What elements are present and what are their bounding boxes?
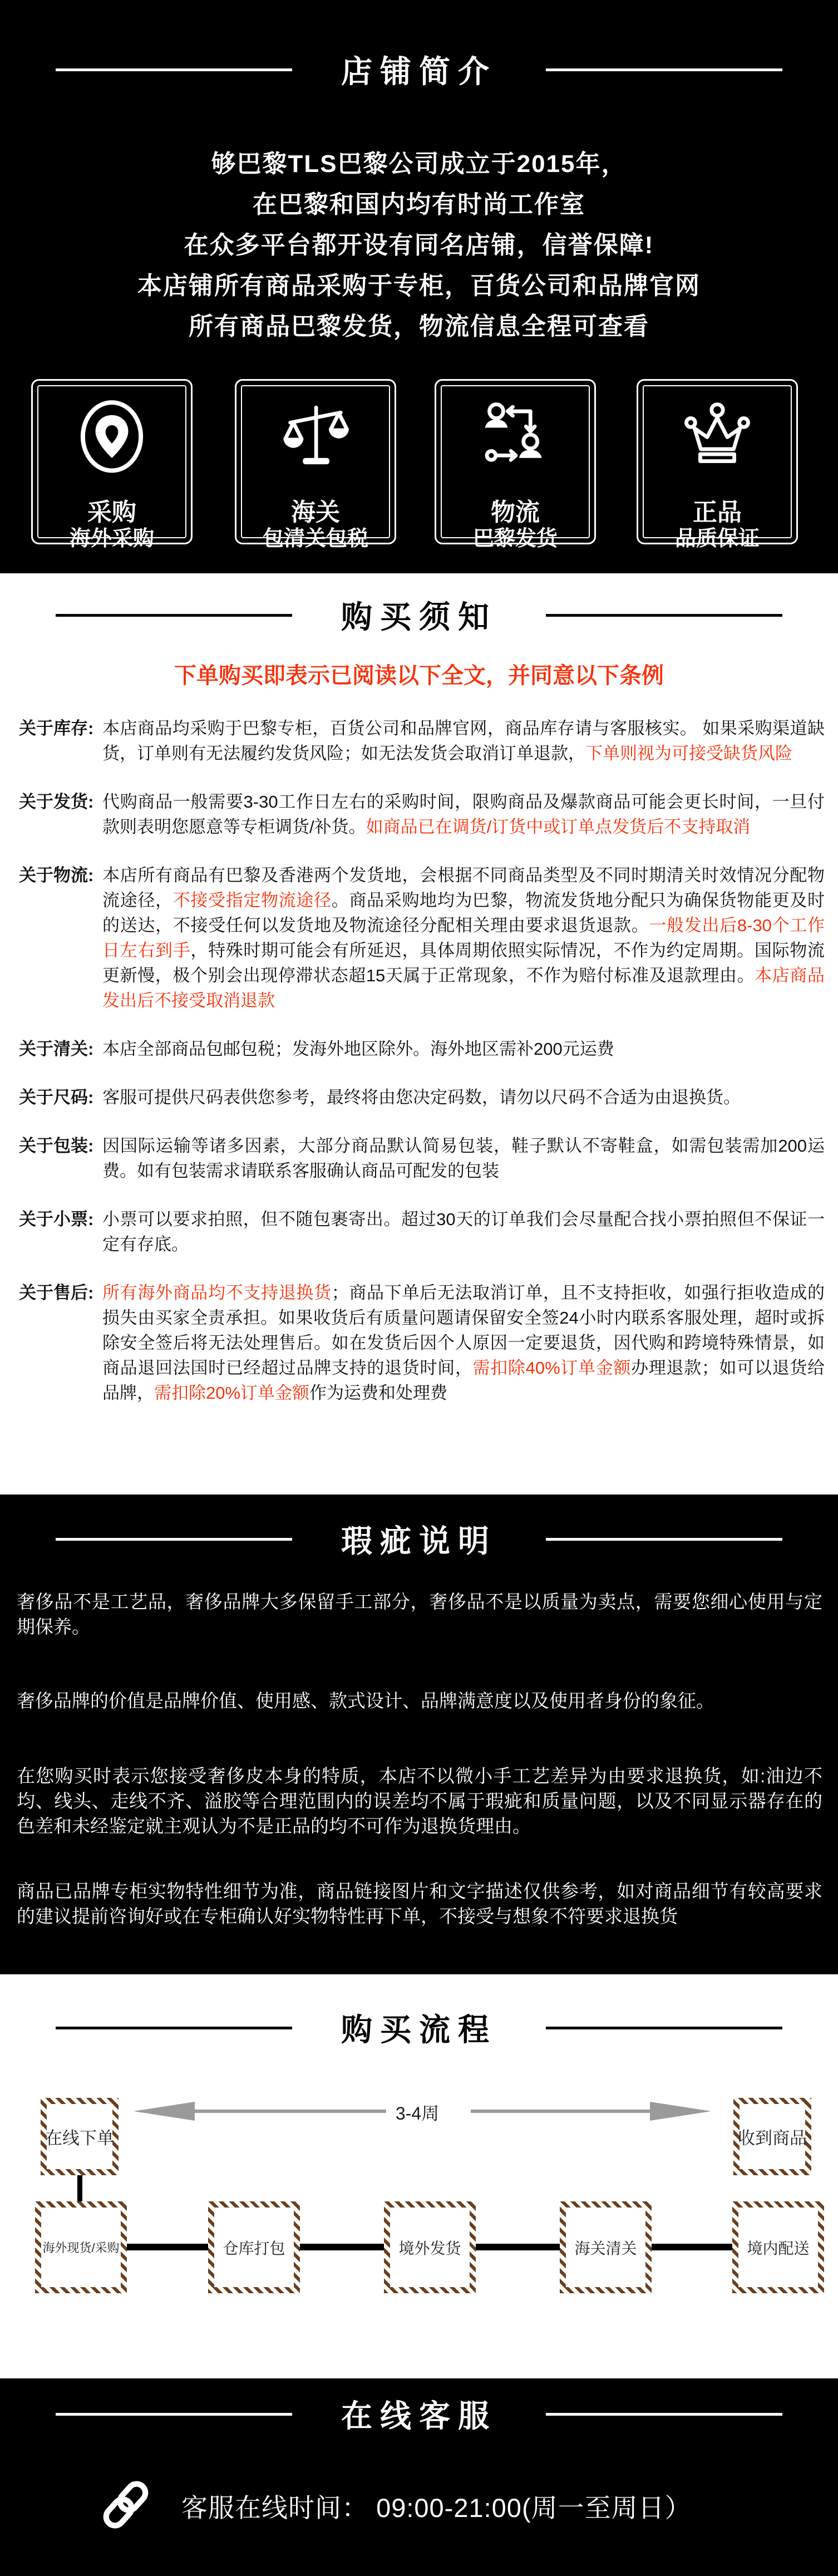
flow-connector-3 xyxy=(476,2244,560,2250)
crown-icon xyxy=(638,397,796,473)
feature-subtitle: 品质保证 xyxy=(674,527,760,550)
feature-subtitle: 海外采购 xyxy=(69,527,154,550)
notice-text-segment: 小票可以要求拍照，但不随包裹寄出。超过30天的订单我们会尽量配合找小票拍照但不保证一定有存底。 xyxy=(102,1210,825,1254)
defect-paragraph: 在您购买时表示您接受奢侈皮本身的特质，本店不以微小手工艺差异为由要求退换货，如:油边不均、线头、走线不齐、溢胶等合理范围内的误差均不属于瑕疵和质量问题，以及不同显示器存在的色差和未经鉴定就主观认为不是正品的均不可作为退换货理由。 xyxy=(17,1766,822,1836)
defect-note-title-row xyxy=(56,1522,782,1559)
notice-item-content xyxy=(102,716,825,766)
flow-step-label: 仓库打包 xyxy=(223,2239,285,2257)
feature-box-物流 xyxy=(435,379,596,550)
duration-arrow-left-icon xyxy=(134,2102,195,2121)
notice-text-segment: 办理退款；如可以退货给品牌， xyxy=(102,1358,825,1403)
flow-connector-1 xyxy=(127,2244,208,2250)
notice-item-content xyxy=(102,789,825,839)
purchase-notice-warning: 下单购买即表示已阅读以下全文，并同意以下条例 xyxy=(174,663,664,688)
customer-service-section xyxy=(0,2378,838,2576)
notice-text-segment: 需扣除20%订单金额 xyxy=(154,1383,310,1403)
store-intro-text xyxy=(0,144,838,347)
notice-item xyxy=(19,1036,825,1061)
notice-text-segment: 所有海外商品均不支持退换货 xyxy=(102,1283,332,1302)
title-rule-right xyxy=(546,614,782,617)
feature-subtitle: 包清关包税 xyxy=(262,527,368,550)
purchase-notice-title-row xyxy=(56,598,782,635)
notice-text-segment: 不接受指定物流途径 xyxy=(172,891,332,910)
purchase-notice-section xyxy=(0,573,838,1495)
notice-text-segment: 作为运费和处理费 xyxy=(309,1383,448,1403)
title-rule-left xyxy=(56,2027,292,2029)
feature-title: 正品 xyxy=(693,499,742,526)
notice-item xyxy=(19,1085,825,1110)
notice-item xyxy=(19,1133,825,1183)
duration-arrow-line-right xyxy=(471,2110,650,2113)
title-rule-right xyxy=(546,2027,782,2029)
flow-start-box xyxy=(41,2098,119,2175)
store-intro-title-row xyxy=(56,53,782,89)
duration-arrow-line-left xyxy=(194,2110,386,2113)
notice-item-label: 关于发货: xyxy=(19,792,94,812)
feature-title: 采购 xyxy=(87,499,136,526)
purchase-flow-title-row xyxy=(56,2011,782,2047)
flow-connector-vertical xyxy=(77,2175,82,2201)
notice-text-segment: 如商品已在调货/订货中或订单点发货后不支持取消 xyxy=(366,817,751,837)
feature-box-采购 xyxy=(31,379,193,550)
notice-item-label: 关于小票: xyxy=(19,1210,94,1229)
notice-text-segment: 因国际运输等诸多因素，大部分商品默认简易包装，鞋子默认不寄鞋盒，如需包装需加200运费。如有包装需求请联系客服确认商品可配发的包装 xyxy=(102,1136,825,1181)
flow-step-box xyxy=(732,2201,824,2293)
notice-item-content xyxy=(102,1133,825,1183)
notice-item xyxy=(19,1207,825,1257)
flow-step-label: 海关清关 xyxy=(574,2239,637,2257)
feature-title: 海关 xyxy=(291,499,340,526)
notice-text-segment: 需扣除40%订单金额 xyxy=(472,1358,632,1378)
notice-item-content xyxy=(102,1280,825,1405)
feature-box-海关 xyxy=(235,379,396,550)
defect-note-title: 瑕疵说明 xyxy=(341,1523,497,1559)
notice-item xyxy=(19,716,825,766)
flow-step-label: 海外现货/采购 xyxy=(42,2241,120,2255)
notice-item-content xyxy=(102,1085,825,1110)
store-intro-section xyxy=(0,0,838,573)
flow-connector-4 xyxy=(652,2244,732,2250)
notice-item-label: 关于尺码: xyxy=(19,1088,94,1107)
customer-service-title-row xyxy=(56,2397,782,2434)
notice-item-label: 关于清关: xyxy=(19,1039,94,1059)
flow-step-box xyxy=(208,2201,300,2293)
flow-duration-label: 3-4周 xyxy=(395,2103,440,2123)
flow-step-label: 境内配送 xyxy=(747,2239,810,2257)
notice-text-segment: 。商品采购地均为巴黎，物流发货地分配只为确保货物能更及时的送达，不接受任何以发货地及物流途径分配相关理由要求退货退款。 xyxy=(102,891,825,935)
feature-box-正品 xyxy=(637,379,798,550)
logistics-transfer-icon xyxy=(436,397,594,473)
store-intro-line: 在众多平台都开设有同名店铺，信誉保障! xyxy=(184,232,654,259)
notice-item xyxy=(19,789,825,839)
title-rule-left xyxy=(56,2413,292,2416)
title-rule-left xyxy=(56,614,292,617)
notice-item-label: 关于包装: xyxy=(19,1136,94,1156)
notice-text-segment: 一般发出后8-30个工作日左右到手 xyxy=(102,916,825,960)
defect-paragraph: 奢侈品牌的价值是品牌价值、使用感、款式设计、品牌满意度以及使用者身份的象征。 xyxy=(17,1690,714,1711)
service-hours-text xyxy=(181,2487,692,2525)
purchase-flow-section xyxy=(0,1974,838,2378)
purchase-notice-list xyxy=(19,716,825,1429)
notice-item-content xyxy=(102,863,825,1013)
notice-item-content xyxy=(102,1207,825,1257)
notice-text-segment: 客服可提供尺码表供您参考，最终将由您决定码数，请勿以尺码不合适为由退换货。 xyxy=(102,1088,741,1107)
notice-item xyxy=(19,1280,825,1405)
notice-item xyxy=(19,863,825,1013)
flow-end-label: 收到商品 xyxy=(738,2128,807,2148)
notice-text-segment: 本店商品发出后不接受取消退款 xyxy=(102,966,825,1010)
feature-subtitle: 巴黎发货 xyxy=(472,527,558,550)
store-intro-line: 本店铺所有商品采购于专柜，百货公司和品牌官网 xyxy=(137,272,701,299)
customer-service-title: 在线客服 xyxy=(341,2398,497,2434)
flow-start-label: 在线下单 xyxy=(45,2128,114,2148)
defect-note-paragraphs xyxy=(17,1589,822,1929)
notice-item-label: 关于库存: xyxy=(19,719,94,738)
store-intro-line: 所有商品巴黎发货，物流信息全程可查看 xyxy=(189,313,649,340)
location-pin-icon xyxy=(33,397,191,473)
notice-text-segment: 本店所有商品有巴黎及香港两个发货地，会根据不同商品类型及不同时期清关时效情况分配物流途径， xyxy=(102,866,825,910)
feature-title: 物流 xyxy=(491,499,540,526)
notice-text-segment: ；商品下单后无法取消订单，且不支持拒收，如强行拒收造成的损失由买家全责承担。如果收货后有质量问题请保留安全签24小时内联系客服处理，超时或拆除安全签后将无法处理售后。如在发货后因个人原因一定要退货，因代购和跨境特殊情景，如商品退回法国时已经超过品牌支持的退货时间， xyxy=(102,1283,825,1378)
notice-item-content xyxy=(102,1036,825,1061)
notice-text-segment: 本店商品均采购于巴黎专柜，百货公司和品牌官网，商品库存请与客服核实。 如果采购渠道缺货，订单则有无法履约发货风险；如无法发货会取消订单退款， xyxy=(102,719,825,763)
notice-item-label: 关于售后: xyxy=(19,1283,94,1302)
notice-text-segment: ，特殊时期可能会有所延迟，具体周期依照实际情况，不作为约定周期。国际物流更新慢，极个别会出现停滞状态超15天属于正常现象，不作为赔付标准及退款理由。 xyxy=(102,941,825,985)
store-intro-title: 店铺简介 xyxy=(341,54,497,89)
scales-icon xyxy=(236,397,395,473)
purchase-flow-title: 购买流程 xyxy=(341,2012,497,2047)
defect-paragraph: 商品已品牌专柜实物特性细节为准，商品链接图片和文字描述仅供参考，如对商品细节有较高要求的建议提前咨询好或在专柜确认好实物特性再下单，不接受与想象不符要求退换货 xyxy=(17,1881,822,1926)
notice-item-label: 关于物流: xyxy=(19,866,94,885)
title-rule-right xyxy=(546,1538,782,1541)
service-hours-value: 09:00-21:00(周一至周日） xyxy=(376,2493,692,2523)
flow-step-box xyxy=(384,2201,476,2293)
service-hours-label: 客服在线时间： xyxy=(181,2493,368,2523)
defect-paragraph: 奢侈品不是工艺品，奢侈品牌大多保留手工部分，奢侈品不是以质量为卖点，需要您细心使用与定期保养。 xyxy=(17,1591,822,1637)
store-intro-line: 够巴黎TLS巴黎公司成立于2015年， xyxy=(211,150,627,178)
store-intro-line: 在巴黎和国内均有时尚工作室 xyxy=(253,191,585,218)
defect-note-section xyxy=(0,1495,838,1974)
chain-link-icon xyxy=(95,2474,157,2539)
title-rule-left xyxy=(56,68,292,71)
flow-step-box xyxy=(35,2201,127,2293)
title-rule-right xyxy=(546,2413,782,2416)
feature-boxes xyxy=(0,379,838,550)
title-rule-left xyxy=(56,1538,292,1541)
duration-arrow-right-icon xyxy=(650,2102,711,2121)
flow-step-label: 境外发货 xyxy=(398,2239,461,2257)
notice-text-segment: 本店全部商品包邮包税；发海外地区除外。海外地区需补200元运费 xyxy=(102,1039,614,1059)
flow-connector-2 xyxy=(300,2244,384,2250)
flow-end-box xyxy=(733,2098,811,2175)
notice-text-segment: 代购商品一般需要3-30工作日左右的采购时间，限购商品及爆款商品可能会更长时间，一旦付款则表明您愿意等专柜调货/补货。 xyxy=(102,792,825,837)
flow-step-box xyxy=(560,2201,652,2293)
purchase-notice-title: 购买须知 xyxy=(341,599,497,635)
notice-text-segment: 下单则视为可接受缺货风险 xyxy=(585,744,792,763)
title-rule-right xyxy=(546,68,782,71)
